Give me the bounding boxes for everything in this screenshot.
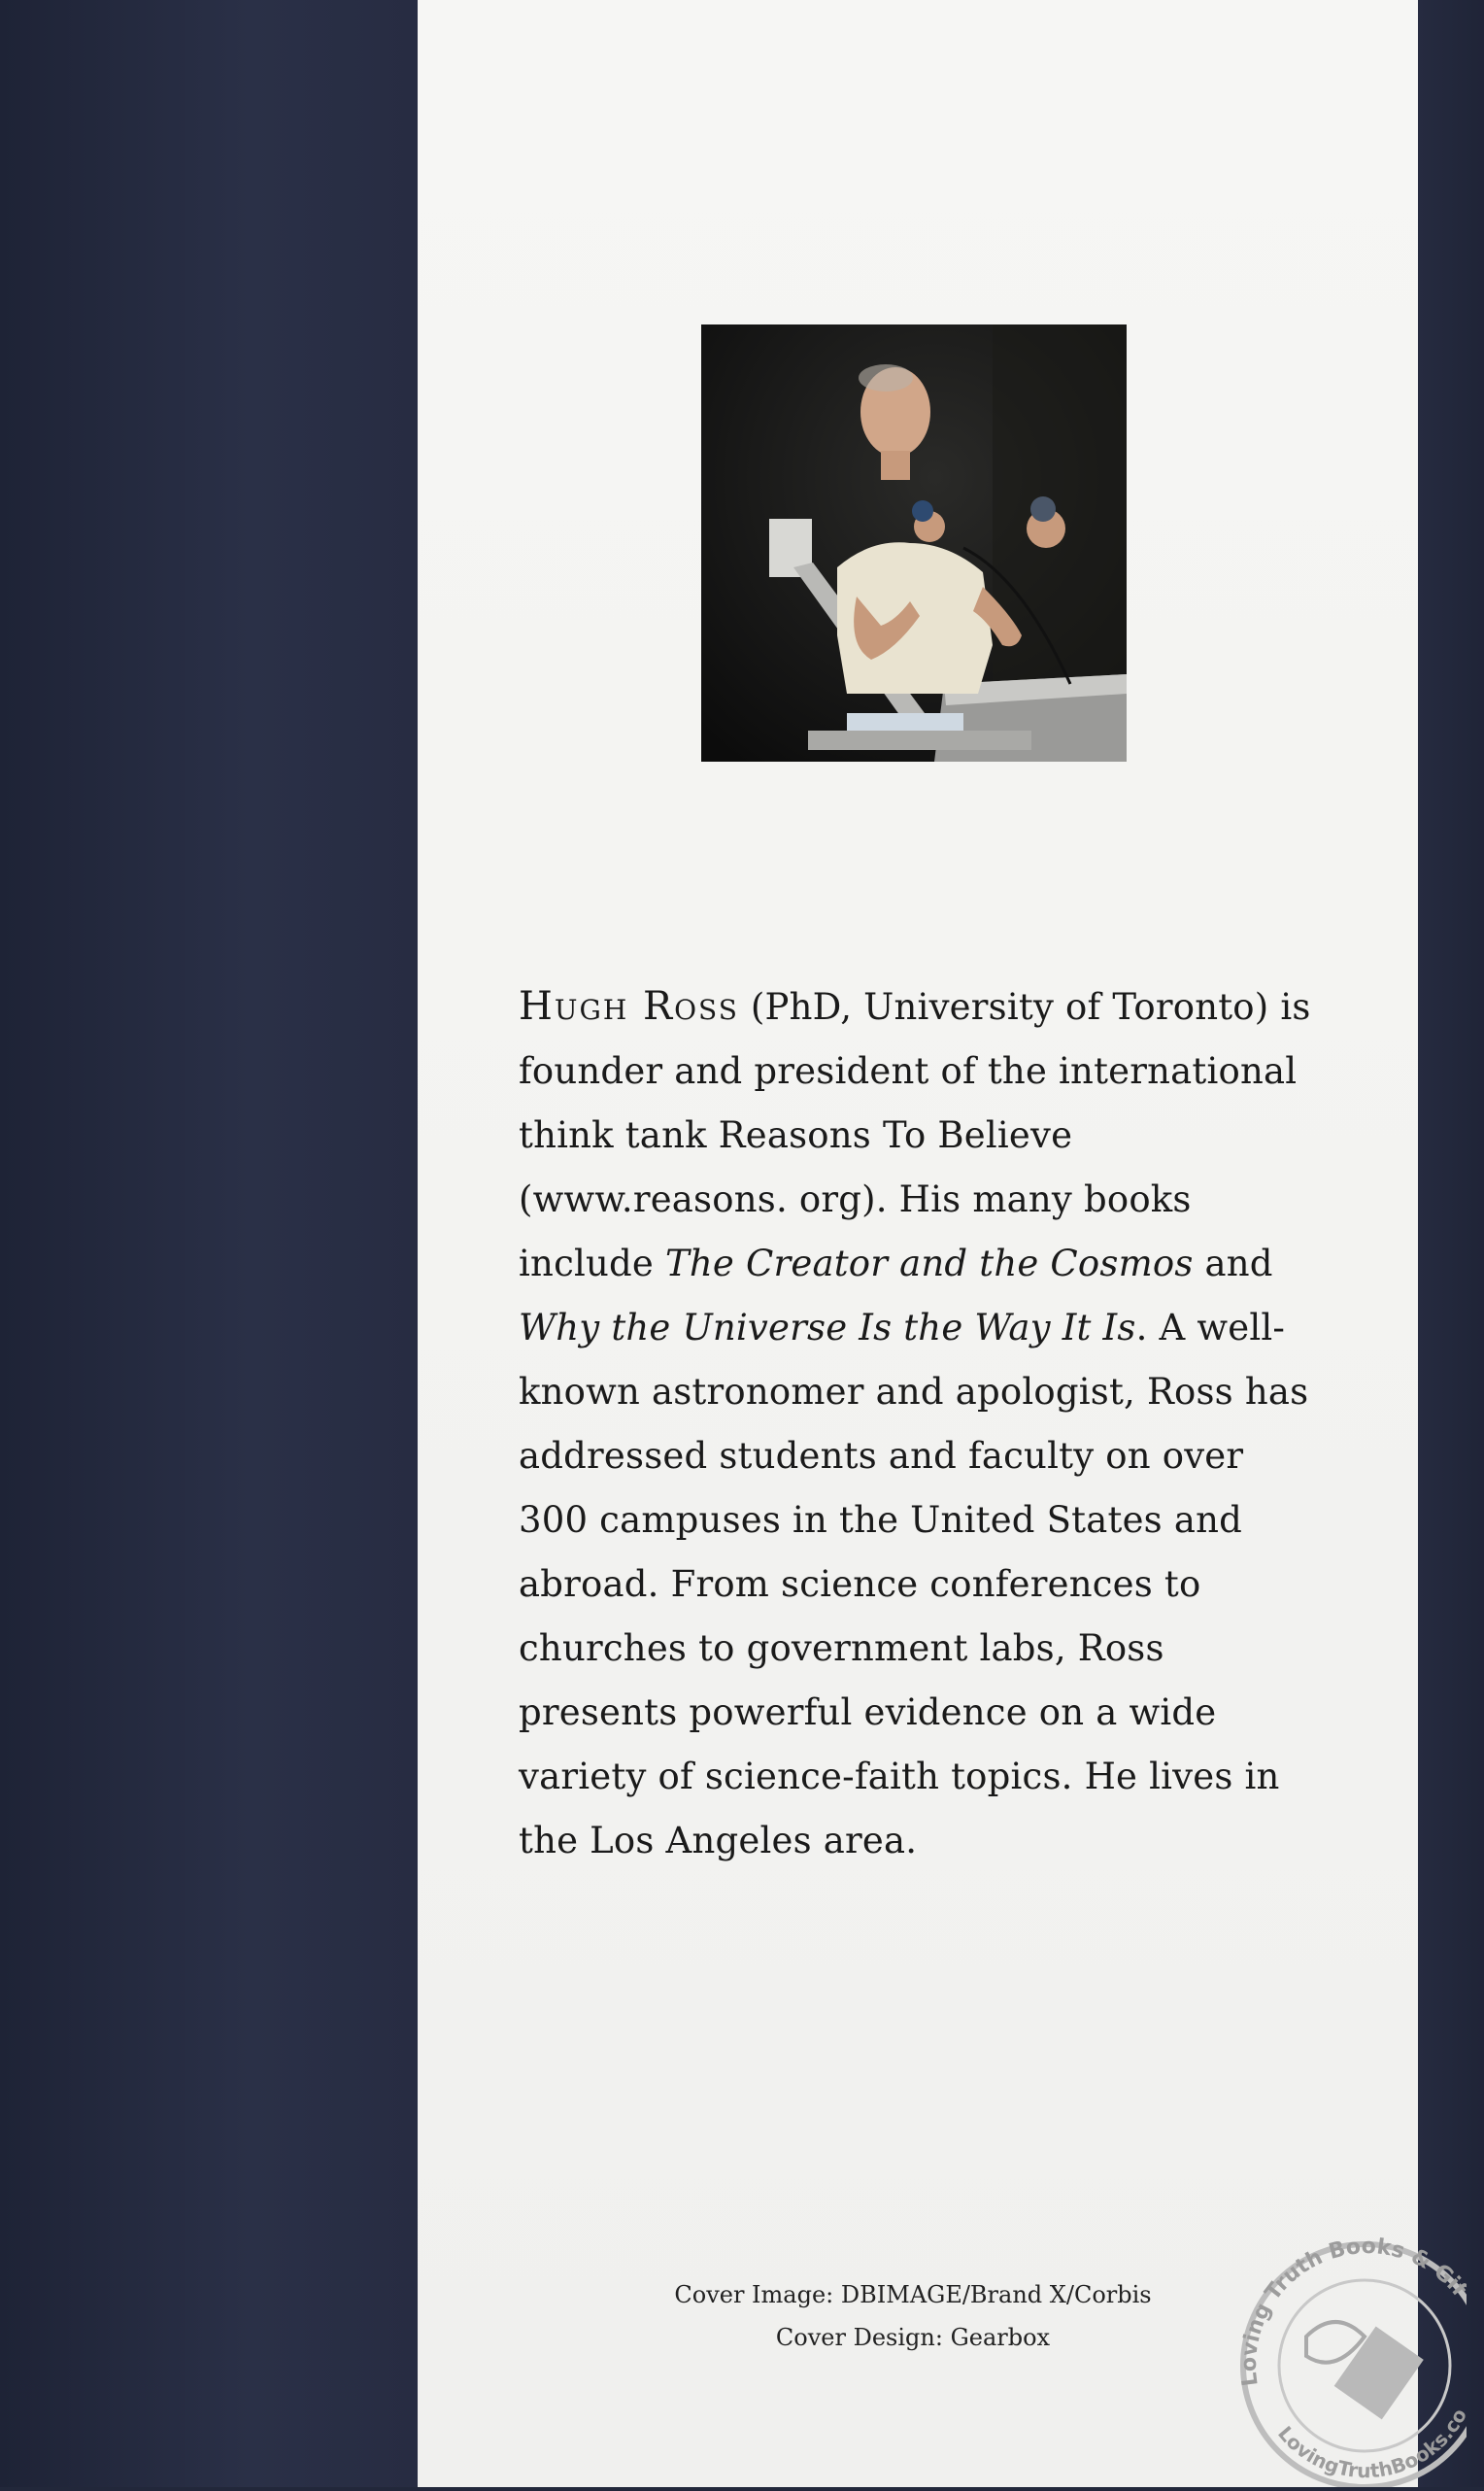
spine-band	[0, 0, 418, 2487]
stamp-bottom-text: LovingTruthBooks.c	[1273, 2414, 1466, 2483]
author-bio-paragraph	[519, 974, 1315, 1873]
bio-text-and: and	[1193, 1243, 1273, 1284]
book-title-2: Why the Universe Is the Way It Is	[519, 1307, 1136, 1348]
author-bio	[519, 974, 1315, 1873]
bookstore-stamp	[1219, 2191, 1467, 2487]
stamp-top-text: Loving Truth Books & Gi	[1237, 2235, 1465, 2388]
author-photo	[701, 324, 1127, 762]
author-name: Hugh Ross	[519, 984, 739, 1029]
book-title-1: The Creator and the Cosmos	[665, 1243, 1194, 1284]
bio-text-part2: . A well-known astronomer and apologist, Ross has addressed students and faculty on over 300 campuses in the United States and abroad. From science conferences to churches to government labs, Ross presents powerful evidence on a wide variety of science-faith topics. He lives in the Los Angeles area.	[519, 1307, 1309, 1861]
cover-image-credit: Cover Image: DBIMAGE/Brand X/Corbis	[674, 2281, 1152, 2308]
cover-design-credit: Cover Design: Gearbox	[775, 2324, 1051, 2351]
cover-credits	[622, 2273, 1204, 2359]
author-credential: (PhD, University of Toronto)	[738, 986, 1269, 1028]
right-edge-band	[1418, 0, 1484, 2487]
bio-text-part1: is founder and president of the international think tank Reasons To Believe (www.reasons. org). His many books include	[519, 986, 1311, 1284]
